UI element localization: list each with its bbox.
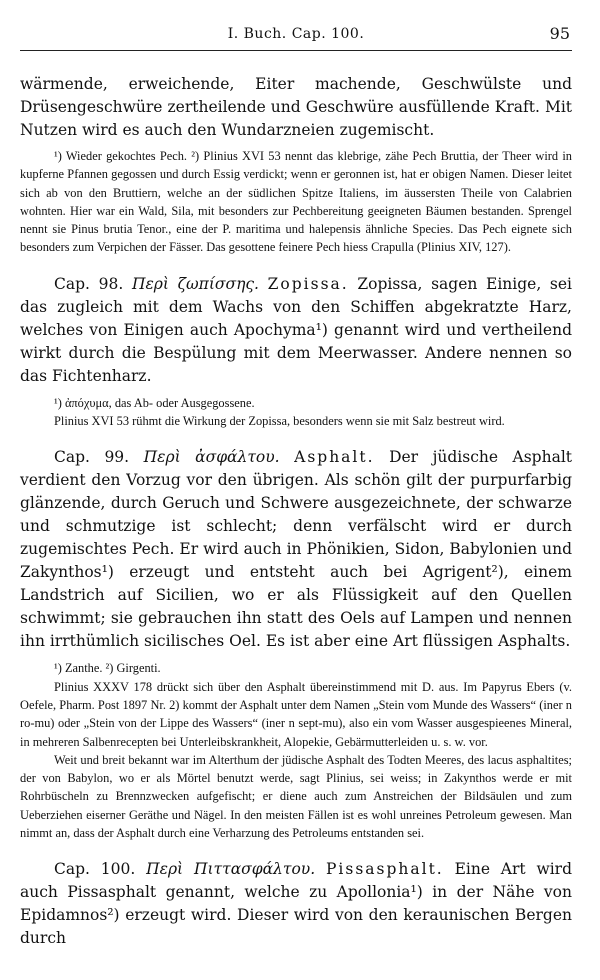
chapter-98-footnotes bbox=[20, 394, 572, 431]
chapter-100 bbox=[20, 858, 572, 950]
chapter-98 bbox=[20, 273, 572, 431]
page-header bbox=[20, 0, 572, 51]
chapter-98-label: Cap. 98. bbox=[54, 274, 124, 293]
chapter-98-footnote: Plinius XVI 53 rühmt die Wirkung der Zopissa, besonders wenn sie mit Salz bestreut wird. bbox=[54, 414, 505, 429]
chapter-100-text: Eine Art wird auch Pissasphalt genannt, welche zu Apollonia¹) in der Nähe von Epidamnos²) erzeugt wird. Dieser wird von den keraunischen Bergen durch bbox=[20, 860, 573, 948]
intro-section bbox=[20, 73, 572, 257]
chapter-99-text: Der jüdische Asphalt verdient den Vorzug vor den übrigen. Als schön gilt der purpurfarbig glänzende, durch Geruch und Schwere ausgezeichnete, der schwarze und schmutzige ist schlecht; denn verfälscht wird er durch zugemischtes Pech. Er wird auch in Phönikien, Sidon, Babylonien und Zakynthos¹) erzeugt und entsteht auch bei Agrigent²), einem Landstrich auf Sicilien, wo er als Flüssigkeit auf den Quellen schwimmt; sie gebrauchen ihn statt des Oels auf Lampen und nennen ihn irrthümlich sicilisches Oel. Es ist aber eine Art flüssigen Asphalts. bbox=[20, 448, 573, 651]
chapter-100-title: Pissasphalt. bbox=[325, 860, 444, 879]
chapter-99-footnote: ¹) Zanthe. ²) Girgenti. bbox=[54, 661, 161, 676]
chapter-98-footnote: ¹) ἀπόχυμα, das Ab- oder Ausgegossene. bbox=[54, 395, 255, 410]
chapter-98-title: Zopissa. bbox=[267, 274, 349, 293]
chapter-98-text: Zopissa, sagen Einige, sei das zugleich mit dem Wachs von den Schiffen abgekratzte Harz, welches von Einigen auch Apochyma¹) genannt wird und vertheilend wirkt durch die Bespülung mit dem Meerwasser. Andere nennen so das Fichtenharz. bbox=[20, 274, 573, 385]
intro-paragraph: wärmende, erweichende, Eiter machende, Geschwülste und Drüsengeschwüre zertheilende und Geschwüre ausfüllende Kraft. Mit Nutzen wird es auch den Wundarzneien zugemischt. bbox=[20, 75, 572, 139]
chapter-98-greek-title: Περὶ ζωπίσσης. bbox=[131, 274, 259, 293]
chapter-98-paragraph bbox=[20, 273, 572, 388]
intro-footnotes bbox=[20, 147, 572, 257]
chapter-99-label: Cap. 99. bbox=[54, 448, 130, 467]
chapter-100-paragraph bbox=[20, 858, 572, 950]
chapter-99 bbox=[20, 446, 572, 842]
chapter-99-greek-title: Περὶ ἀσφάλτου. bbox=[143, 448, 280, 467]
chapter-99-footnotes bbox=[20, 659, 572, 842]
chapter-99-footnote: Plinius XXXV 178 drückt sich über den Asphalt übereinstimmend mit D. aus. Im Papyrus Ebers (v. Oefele, Pharm. Post 1897 Nr. 2) kommt der Asphalt unter dem Namen „Stein vom Munde des Wassers“ (iner n ro-mu) oder „Stein von der Lippe des Wassers“ (iner n sept-mu), also ein vom Wasser ausgespieenes Mineral, in mehreren Salbenrecepten bei Unterleibskrankheit, Alopekie, Gebärmutterleiden u. s. w. vor. bbox=[20, 679, 572, 749]
intro-footnote: ¹) Wieder gekochtes Pech. ²) Plinius XVI 53 nennt das klebrige, zähe Pech Bruttia, der Theer wird in kupferne Pfannen gegossen und durch Essig verdickt; wenn er geronnen ist, hat er obigen Namen. Dieser leitet sich ab von den Bruttiern, welche an der südlichen Spitze Italiens, im äussersten Theile von Calabrien wohnten. Hier war ein Wald, Sila, mit besonders zur Pechbereitung geeigneten Bäumen bestanden. Sprengel nennt sie Pinus brutia Tenor., eine der P. maritima und halepensis ähnliche Species. Das Pech eignete sich besonders zum Verpichen der Fässer. Das gesottene feinere Pech hiess Crapulla (Plinius XIV, 127). bbox=[20, 149, 572, 255]
chapter-100-label: Cap. 100. bbox=[54, 860, 136, 879]
chapter-99-paragraph bbox=[20, 446, 572, 653]
page-number: 95 bbox=[549, 24, 570, 43]
running-title: I. Buch. Cap. 100. bbox=[227, 26, 365, 42]
chapter-100-greek-title: Περὶ Πιττασφάλτου. bbox=[146, 860, 316, 879]
chapter-99-footnote: Weit und breit bekannt war im Alterthum der jüdische Asphalt des Todten Meeres, des lacus asphaltites; der von Babylon, wo er als Mörtel benutzt werde, sagt Plinius, sei weiss; in Zakynthos werde er mit Rohrbüscheln zu Brennzwecken aufgefischt; er diene auch zum Anstreichen der Bildsäulen und zum Ueberziehen eiserner Geräthe und Nägel. In den meisten Fällen ist es wohl unreines Petroleum gewesen. Man nimmt an, dass der Asphalt durch eine Verharzung des Petroleums entstanden sei. bbox=[20, 752, 572, 841]
chapter-99-title: Asphalt. bbox=[294, 448, 375, 467]
